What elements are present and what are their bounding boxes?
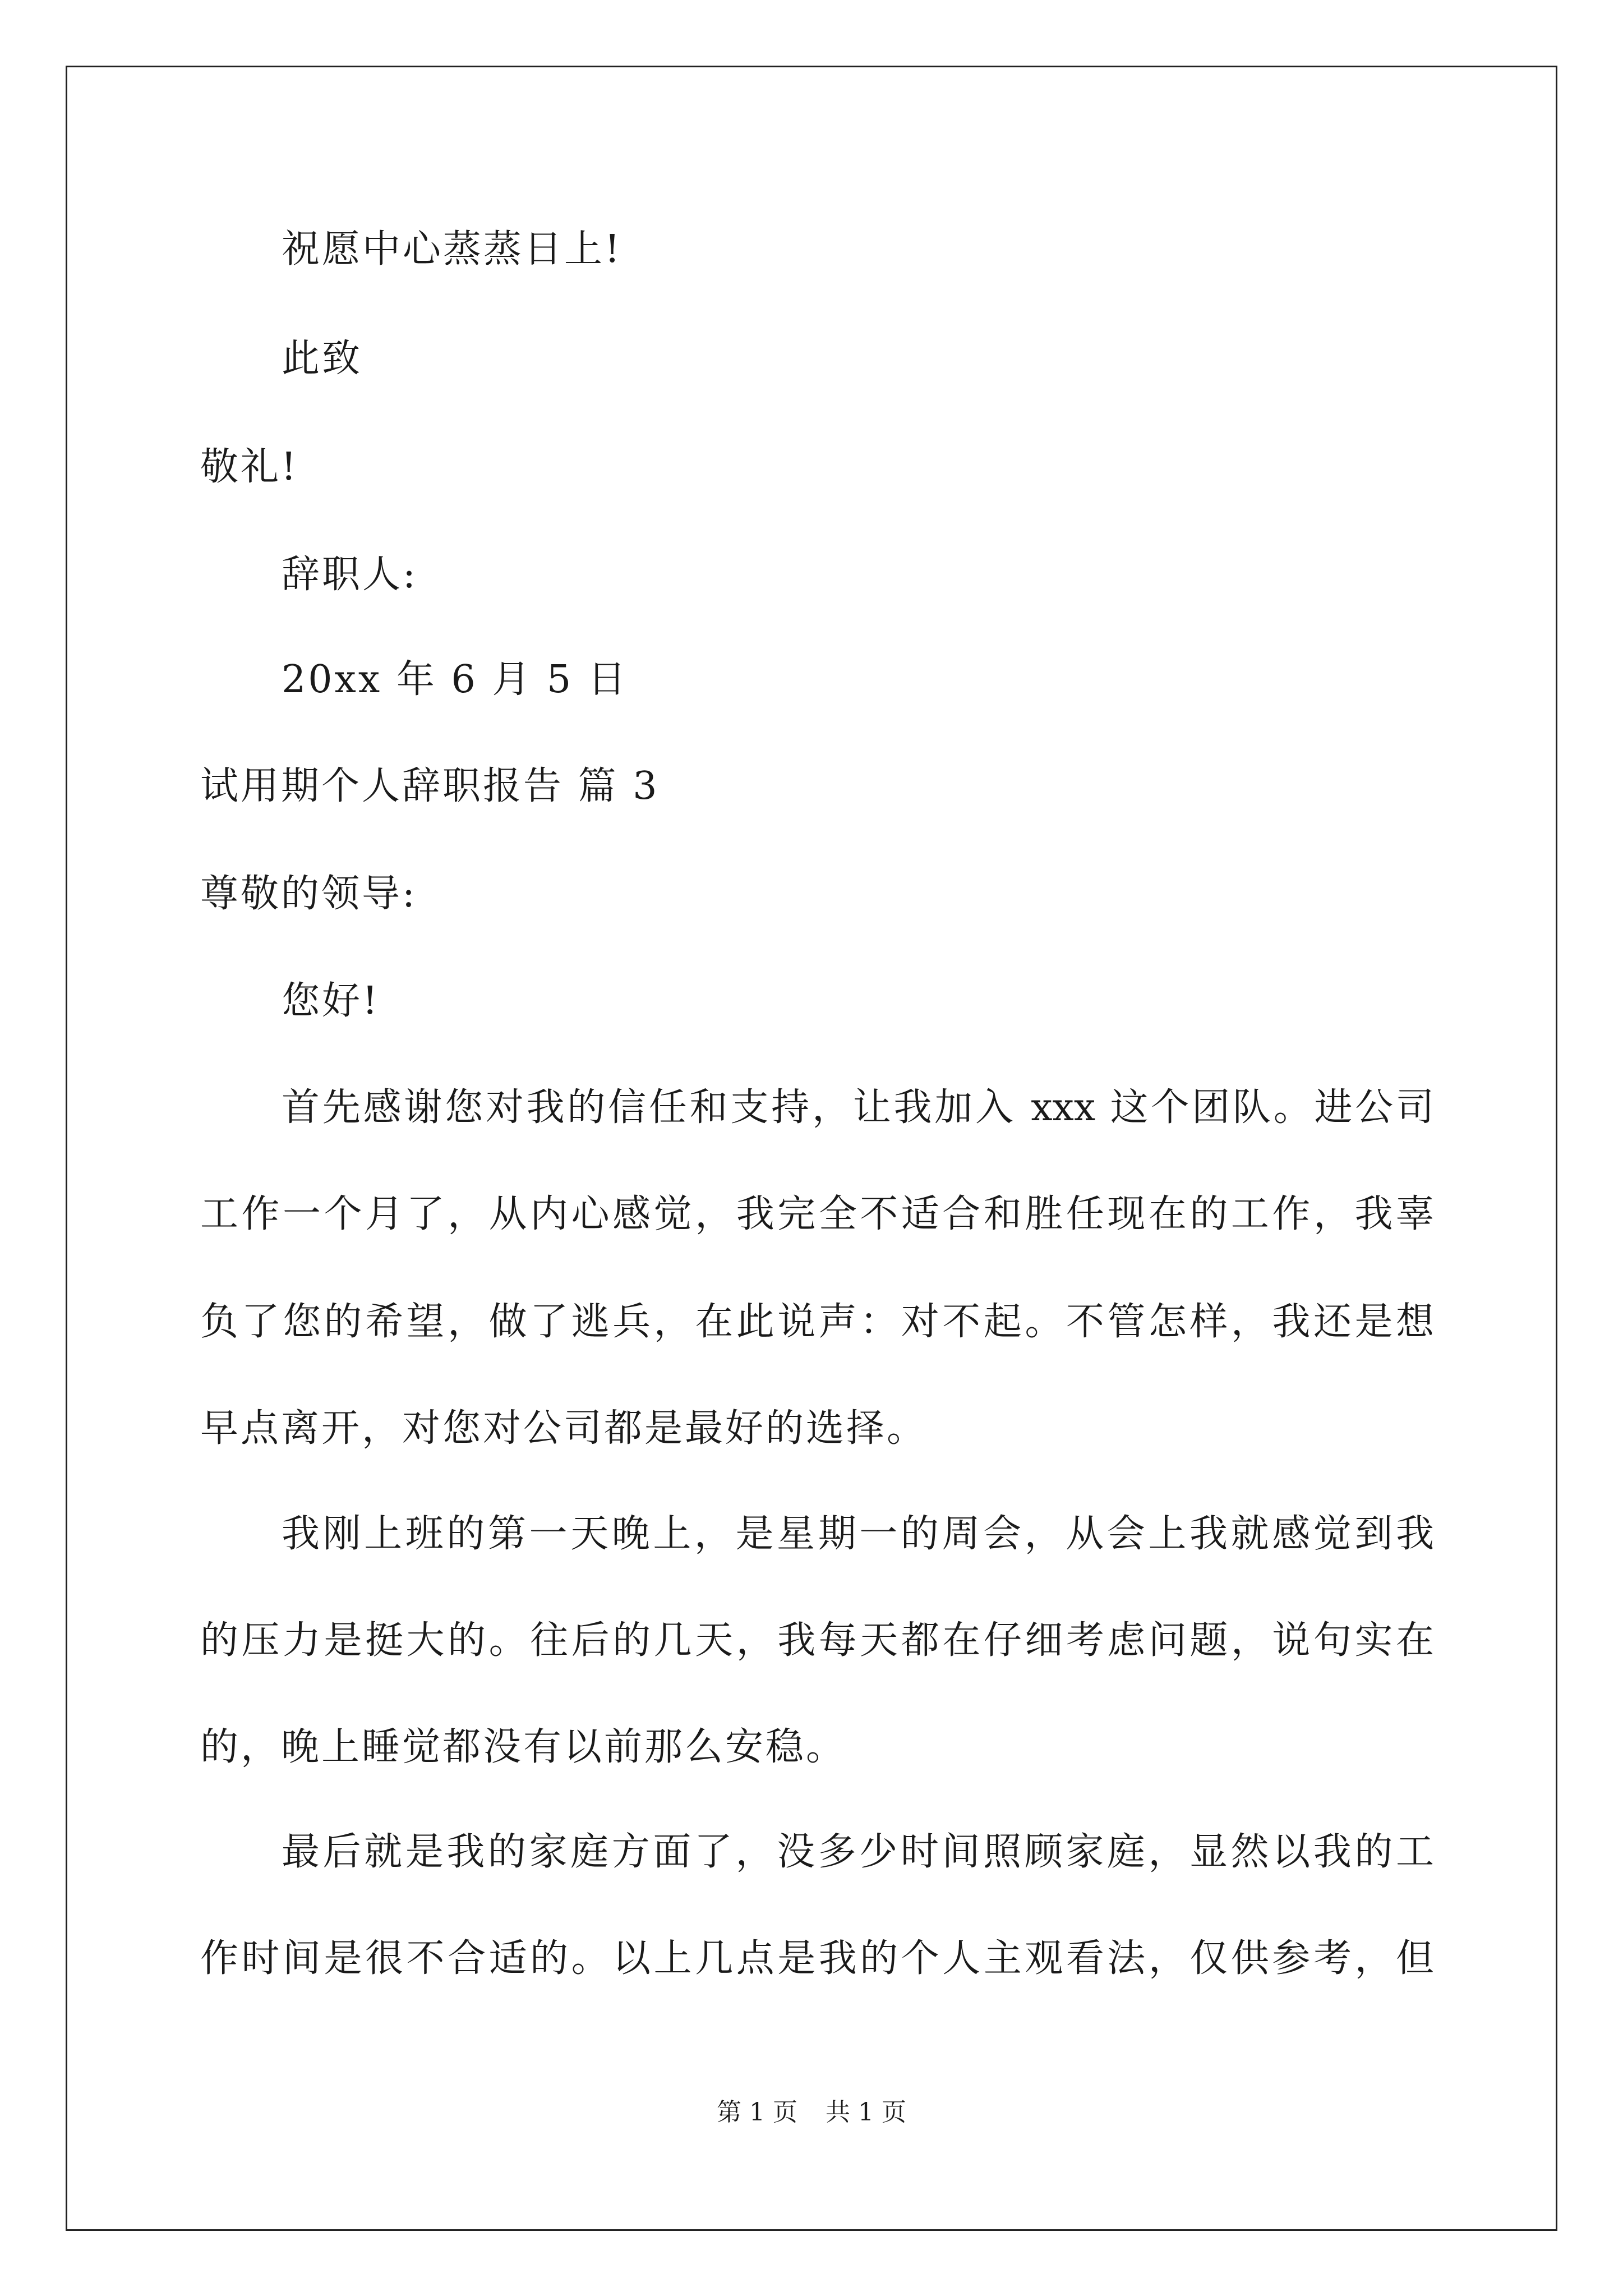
paragraph-line: 负了您的希望，做了逃兵，在此说声：对不起。不管怎样，我还是想 [200,1300,1434,1344]
section-title: 试用期个人辞职报告 篇 3 [200,764,660,808]
paragraph-line: 的，晚上睡觉都没有以前那么安稳。 [200,1725,847,1769]
paragraph-line: 我刚上班的第一天晚上，是星期一的周会，从会上我就感觉到我 [282,1512,1434,1556]
hello-line: 您好! [282,979,380,1023]
page-total: 共 1 页 [826,2098,906,2127]
paragraph-line: 工作一个月了，从内心感觉，我完全不适合和胜任现在的工作，我辜 [200,1192,1434,1236]
paragraph-line: 的压力是挺大的。往后的几天，我每天都在仔细考虑问题，说句实在 [200,1618,1434,1663]
blessing-line: 祝愿中心蒸蒸日上! [282,227,623,272]
page-number: 第 1 页 [717,2098,797,2127]
page-border [66,66,1557,2231]
paragraph-line: 最后就是我的家庭方面了，没多少时间照顾家庭，显然以我的工 [282,1830,1434,1874]
paragraph-line: 首先感谢您对我的信任和支持，让我加入 xxx 这个团队。进公司 [282,1085,1434,1130]
paragraph-line: 早点离开，对您对公司都是最好的选择。 [200,1406,928,1451]
paragraph-line: 作时间是很不合适的。以上几点是我的个人主观看法，仅供参考，但 [200,1936,1434,1981]
resigner-line: 辞职人: [282,553,418,597]
page-footer [0,2097,1623,2128]
closing-line: 此致 [282,337,363,381]
salute-line: 敬礼! [200,445,299,489]
salutation-line: 尊敬的领导: [200,872,417,916]
date-line: 20xx 年 6 月 5 日 [282,657,628,702]
